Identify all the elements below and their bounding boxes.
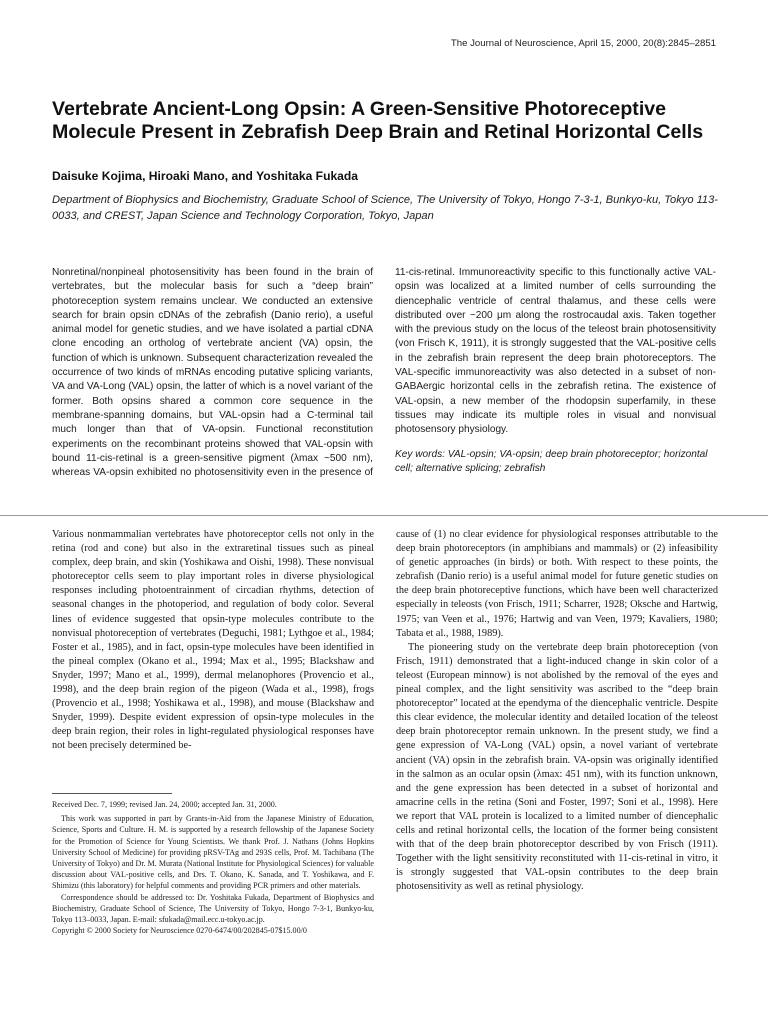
footnote-divider (52, 793, 172, 794)
footnote-funding: This work was supported in part by Grants-in-Aid from the Japanese Ministry of Education, Science, Sports and Culture. H. M. is supported by a research fellowship of the Japanese Society for the Promotion of Science for Young Scientists. We thank Prof. J. Nathans (Johns Hopkins University School of Medicine) for providing pRSV-TAg and 293S cells, Prof. M. Tachibana (The University of Tokyo) and Dr. M. Murata (National Institute for Physiological Sciences) for valuable discussion about VAL-positive cells, and Drs. T. Okano, K. Sanada, and T. Yoshikawa, and F. Shimizu (this laboratory) for helpful comments and providing PCR primers and other materials. (52, 814, 374, 891)
body-column-right (396, 528, 718, 894)
body-column-left (52, 528, 374, 754)
footnote-correspondence: Correspondence should be addressed to: Dr. Yoshitaka Fukada, Department of Biophysics and Biochemistry, Graduate School of Science, The University of Tokyo, Hongo 7-3-1, Bunkyo-ku, Tokyo 113–0033, Japan. E-mail: sfukada@mail.ecc.u-tokyo.ac.jp. (52, 892, 374, 925)
author-affiliation: Department of Biophysics and Biochemistry, Graduate School of Science, The University of Tokyo, Hongo 7-3-1, Bunkyo-ku, Tokyo 113-0033, and CREST, Japan Science and Technology Corporation, Tokyo, Japan (52, 194, 718, 222)
body-paragraph: cause of (1) no clear evidence for physiological responses attributable to the deep brain photoreceptors (in amphibians and mammals) or (2) infeasibility of genetic approaches (in birds) or both. With respect to these points, the zebrafish (Danio rerio) is a useful animal model for future genetic studies on the deep brain photoreceptive functions, which have been well characterized especially in teleosts (von Frisch, 1911; Scharrer, 1928; Oksche and Hartwig, 1975; van Veen et al., 1976; Hartwig and van Veen, 1979; Kavaliers, 1980; Tabata et al., 1988, 1989). (396, 529, 718, 639)
article-title: Vertebrate Ancient-Long Opsin: A Green-Sensitive Photoreceptive Molecule Present in Zebrafish Deep Brain and Retinal Horizontal Cells (52, 98, 704, 143)
journal-header: The Journal of Neuroscience, April 15, 2000, 20(8):2845–2851 (450, 38, 716, 49)
author-list: Daisuke Kojima, Hiroaki Mano, and Yoshitaka Fukada (52, 169, 359, 183)
section-divider (0, 515, 768, 516)
abstract-text: Nonretinal/nonpineal photosensitivity has been found in the brain of vertebrates, but the molecular basis for such a “deep brain” photoreception system remains unclear. We conducted an extensive search for brain opsin cDNAs of the zebrafish (Danio rerio), a useful animal model for genetic studies, and we have isolated a partial cDNA clone encoding an ortholog of vertebrate ancient (VA) opsin, the function of which is unknown. Subsequent characterization revealed the occurrence of two kinds of mRNAs encoding putative splicing variants, VA and VA-Long (VAL) opsin, the latter of which is a novel variant of the former. Both opsins shared a common core sequence in the membrane-spanning domains, but VAL-opsin had a C-terminal tail much longer than that of VA-opsin. Functional reconstitution experiments on the recombinant proteins showed that VAL-opsin with bound 11-cis-retinal is a green-sensitive pigment (λmax ~500 nm), whereas VA-opsin exhibited no photosensitivity even in the presence of 11-cis-retinal. Immunoreactivity specific to this functionally active VAL-opsin was localized at a limited number of cells surrounding the diencephalic ventricle of central thalamus, and these cells were distributed over ~200 μm along the rostrocaudal axis. Taken together with the previous study on the locus of the teleost brain photosensitivity (von Frisch K, 1911), it is strongly suggested that the VAL-positive cells in the zebrafish brain represent the deep brain photoreceptors. The VAL-specific immunoreactivity was also detected in a subset of non-GABAergic horizontal cells in the zebrafish retina. The existence of VAL-opsin, a new member of the rhodopsin superfamily, in these tissues may indicate its multiple roles in visual and nonvisual photosensory physiology. (52, 267, 716, 479)
abstract (52, 266, 716, 498)
body-paragraph: Various nonmammalian vertebrates have photoreceptor cells not only in the retina (rod and cone) but also in the extraretinal tissues such as pineal complex, deep brain, and skin (Yoshikawa and Oishi, 1998). These nonvisual photoreceptor cells seem to play important roles in diverse physiological responses including photoentrainment of circadian rhythms, detection of seasonal changes in the photoperiod, and regulation of body color. Several lines of evidence suggested that opsin-type molecules contribute to the nonvisual photoreception of vertebrates (Deguchi, 1981; Lythgoe et al., 1984; Foster et al., 1985), and in fact, opsin-type molecules have been identified in the pineal complex (Okano et al., 1994; Max et al., 1995; Blackshaw and Snyder, 1997; Mano et al., 1999), dermal melanophores (Provencio et al., 1998), and the deep brain region of the pigeon (Wada et al., 1998), frogs (Provencio et al., 1998; Yoshikawa et al., 1998), and mouse (Blackshaw and Snyder, 1999). Despite evident expression of opsin-type molecules in the deep brain region, their roles in light-regulated physiological responses have not been precisely determined be- (52, 529, 374, 752)
footnotes (52, 799, 374, 936)
body-paragraph: The pioneering study on the vertebrate deep brain photoreception (von Frisch, 1911) demonstrated that a light-induced change in skin color of a teleost (European minnow) is not abolished by the removal of the eyes and pineal complex, and the light sensitivity was ascribed to the “deep brain photoreceptor” located at the ependyma of the diencephalic ventricle. Despite this clear evidence, the molecular identity and detailed location of the teleost deep brain photoreceptor remain unknown. In the present study, we find a gene expression of VA-Long (VAL) opsin, a novel variant of vertebrate ancient (VA) opsin in the zebrafish brain. VA-opsin was originally identified in the salmon as an ocular opsin (λmax: 451 nm), with its function unknown, and the gene expression has been detected in a subset of horizontal and amacrine cells in the retina (Soni and Foster, 1997; Soni et al., 1998). Here we report that VAL protein is localized to a limited number of diencephalic cells and retinal horizontal cells, the location of the former being consistent with that of the deep brain photoreceptor described by von Frisch (1911). Together with the light sensitivity reconstituted with 11-cis-retinal in vitro, it is strongly suggested that VAL-opsin contributes to the deep brain photosensitivity as well as retinal physiology. (396, 641, 718, 893)
footnote-received: Received Dec. 7, 1999; revised Jan. 24, 2000; accepted Jan. 31, 2000. (52, 800, 277, 809)
footnote-copyright: Copyright © 2000 Society for Neuroscience 0270-6474/00/202845-07$15.00/0 (52, 926, 307, 936)
keywords: Key words: VAL-opsin; VA-opsin; deep brain photoreceptor; horizontal cell; alternative splicing; zebrafish (395, 448, 708, 474)
